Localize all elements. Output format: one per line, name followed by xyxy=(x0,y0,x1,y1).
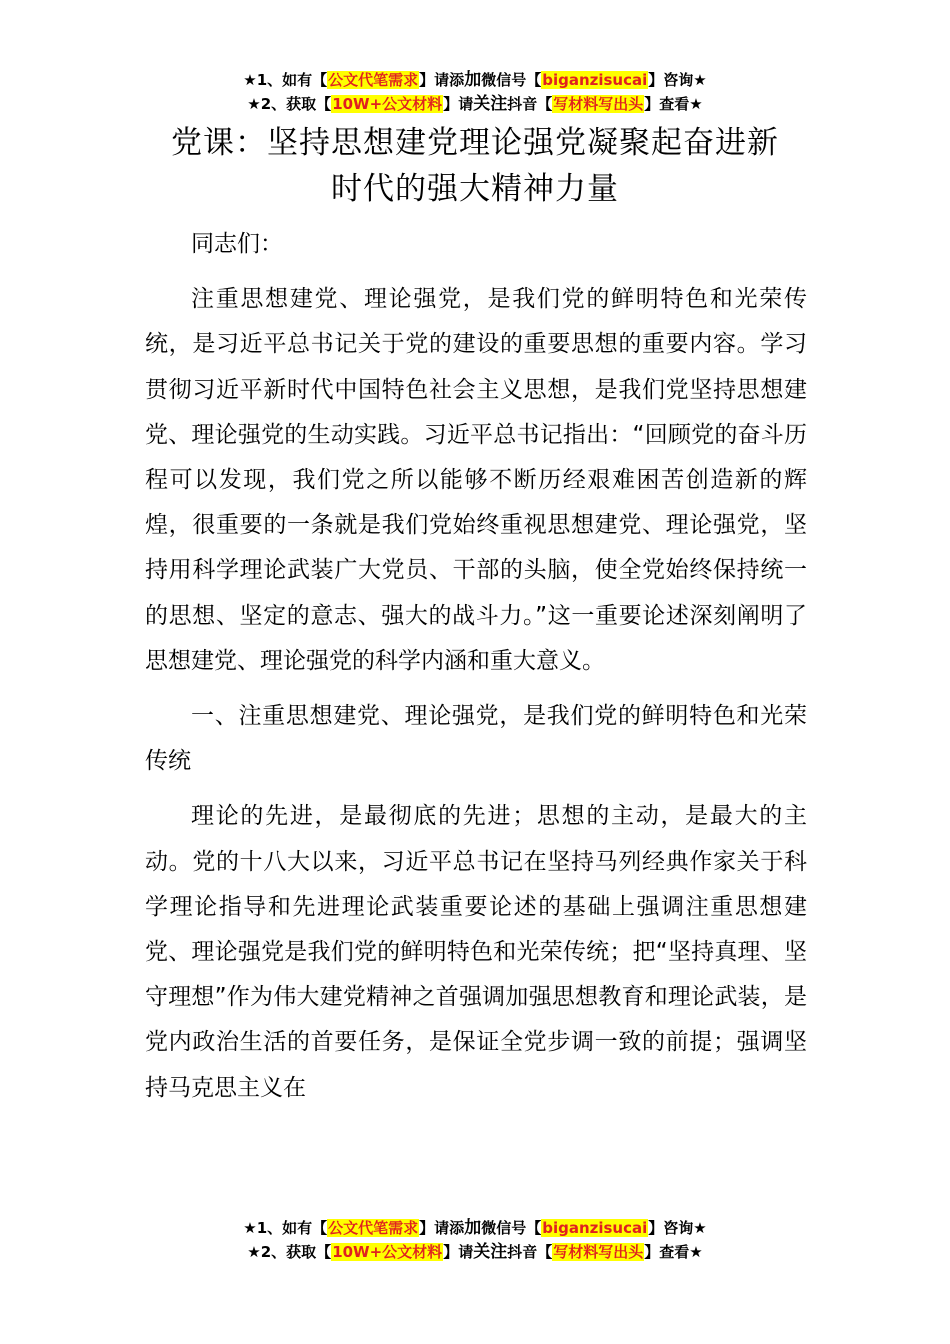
banner-line-1-highlight-wechat-id: biganzisucai xyxy=(542,71,648,89)
footer-line-2-prefix: ★2、获取【 xyxy=(247,1243,332,1261)
paragraph-section-1: 理论的先进，是最彻底的先进；思想的主动，是最大的主动。党的十八大以来，习近平总书记在坚持马列经典作家关于科学理论指导和先进理论武装重要论述的基础上强调注重思想建党、理论强党是我们党的鲜明特色和光荣传统；把“坚持真理、坚守理想”作为伟大建党精神之首强调加强思想教育和理论武装，是党内政治生活的首要任务，是保证全党步调一致的前提；强调坚持马克思主义在 xyxy=(145,803,807,1101)
banner-line-1-mid: 】请添 xyxy=(419,71,465,89)
document-title-line-1: 党课：坚持思想建党理论强党凝聚起奋进新 xyxy=(171,125,779,161)
footer-line-1-highlight-wechat-id: biganzisucai xyxy=(542,1219,648,1237)
banner-line-2-highlight-douyin: 写材料写出头 xyxy=(553,95,644,113)
banner-line-1-suffix: 】咨询★ xyxy=(648,71,707,89)
footer-line-2-highlight-materials: 10W+公文材料 xyxy=(332,1243,443,1261)
salutation: 同志们： xyxy=(191,231,283,257)
banner-line-1-prefix: ★1、如有【 xyxy=(243,71,328,89)
footer-line-2-suffix: 】查看★ xyxy=(644,1243,703,1261)
footer-banner xyxy=(0,1216,950,1264)
document-body xyxy=(145,222,807,1121)
banner-line-1-mid-2: 微信号【 xyxy=(481,71,542,89)
footer-line-2-mid: 】请 xyxy=(443,1243,474,1261)
banner-line-2-mid-2: 抖音【 xyxy=(507,95,553,113)
footer-line-1-mid: 】请添 xyxy=(419,1219,465,1237)
footer-line-1-emphasis: 加 xyxy=(464,1218,482,1238)
banner-line-1-emphasis: 加 xyxy=(464,70,482,90)
footer-line-1-mid-2: 微信号【 xyxy=(481,1219,542,1237)
footer-line-2-highlight-douyin: 写材料写出头 xyxy=(553,1243,644,1261)
banner-line-2-highlight-materials: 10W+公文材料 xyxy=(332,95,443,113)
banner-line-2-prefix: ★2、获取【 xyxy=(247,95,332,113)
header-banner xyxy=(0,68,950,116)
banner-line-2-emphasis: 关注 xyxy=(473,94,508,114)
banner-line-1-highlight-service: 公文代笔需求 xyxy=(328,71,419,89)
footer-line-2-emphasis: 关注 xyxy=(473,1242,508,1262)
banner-line-2-mid: 】请 xyxy=(443,95,474,113)
banner-line-2-suffix: 】查看★ xyxy=(644,95,703,113)
footer-banner-line-1 xyxy=(0,1216,950,1240)
footer-line-1-highlight-service: 公文代笔需求 xyxy=(328,1219,419,1237)
footer-line-1-prefix: ★1、如有【 xyxy=(243,1219,328,1237)
banner-line-2 xyxy=(0,92,950,116)
document-title-line-2: 时代的强大精神力量 xyxy=(331,171,619,207)
footer-banner-line-2 xyxy=(0,1240,950,1264)
section-heading-1: 一、注重思想建党、理论强党，是我们党的鲜明特色和光荣传统 xyxy=(145,703,807,775)
document-title xyxy=(140,120,810,212)
footer-line-2-mid-2: 抖音【 xyxy=(507,1243,553,1261)
paragraph-intro: 注重思想建党、理论强党，是我们党的鲜明特色和光荣传统，是习近平总书记关于党的建设的重要思想的重要内容。学习贯彻习近平新时代中国特色社会主义思想，是我们党坚持思想建党、理论强党的生动实践。习近平总书记指出：“回顾党的奋斗历程可以发现，我们党之所以能够不断历经艰难困苦创造新的辉煌，很重要的一条就是我们党始终重视思想建党、理论强党，坚持用科学理论武装广大党员、干部的头脑，使全党始终保持统一的思想、坚定的意志、强大的战斗力。”这一重要论述深刻阐明了思想建党、理论强党的科学内涵和重大意义。 xyxy=(145,286,807,674)
banner-line-1 xyxy=(0,68,950,92)
footer-line-1-suffix: 】咨询★ xyxy=(648,1219,707,1237)
